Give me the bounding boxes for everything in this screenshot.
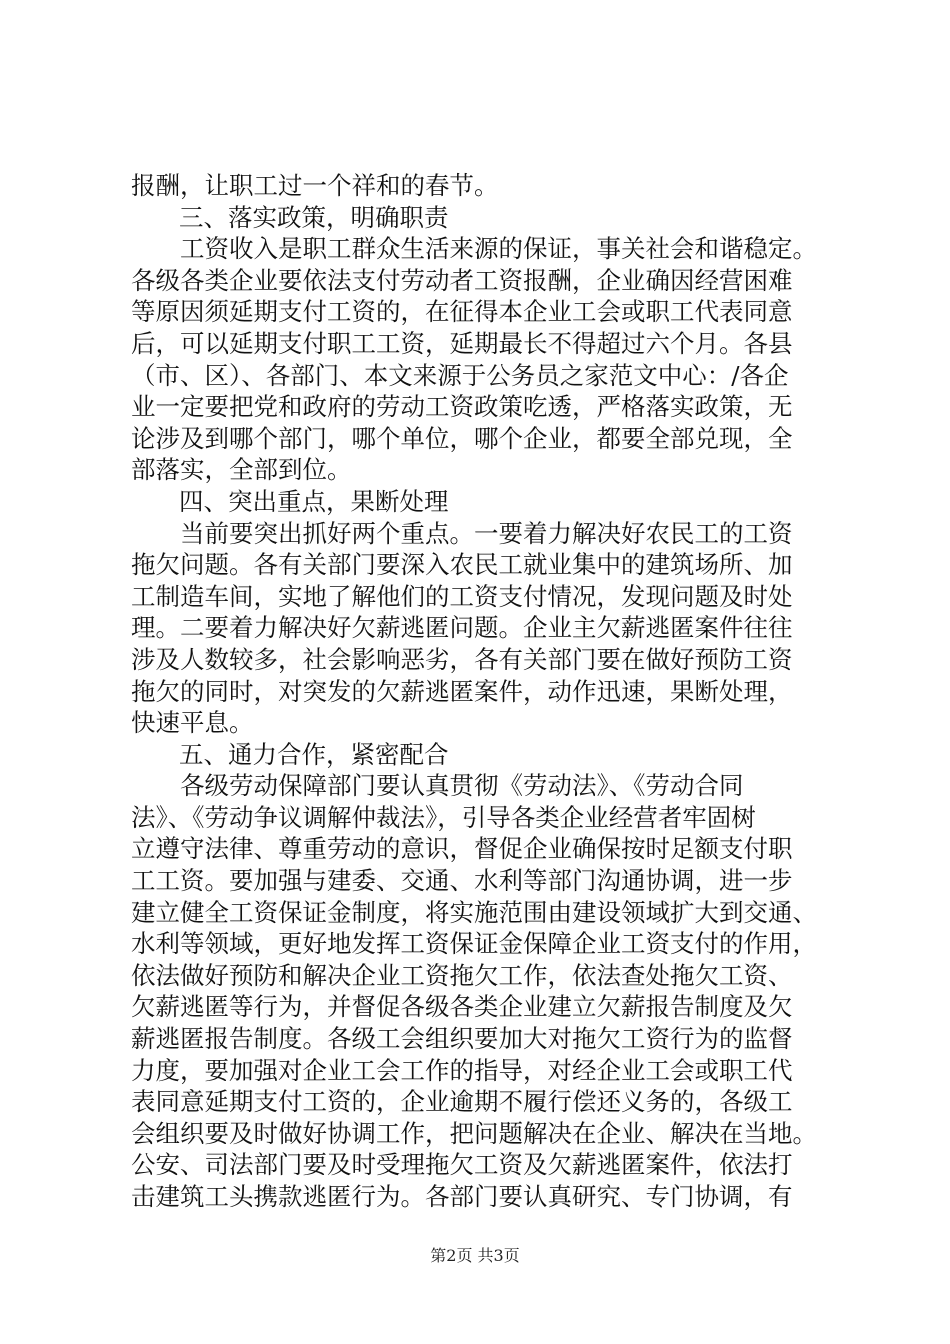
text-line: 部落实，全部到位。 xyxy=(131,455,352,485)
text-line: 业一定要把党和政府的劳动工资政策吃透，严格落实政策，无 xyxy=(131,392,793,422)
text-line: 公安、司法部门要及时受理拖欠工资及欠薪逃匿案件，依法打 xyxy=(131,1150,793,1180)
text-line: 水利等领域，更好地发挥工资保证金保障企业工资支付的作用， xyxy=(131,929,817,959)
text-line: 快速平息。 xyxy=(131,708,254,738)
paragraph-first-line: 各级劳动保障部门要认真贯彻《劳动法》、《劳动合同 xyxy=(180,771,744,801)
text-line: 会组织要及时做好协调工作，把问题解决在企业、解决在当地。 xyxy=(131,1118,817,1148)
text-line: 后，可以延期支付职工工资，延期最长不得超过六个月。各县 xyxy=(131,328,793,358)
document-body xyxy=(131,170,836,1213)
text-line: 欠薪逃匿等行为，并督促各级各类企业建立欠薪报告制度及欠 xyxy=(131,992,793,1022)
text-line: 各级各类企业要依法支付劳动者工资报酬，企业确因经营困难 xyxy=(131,265,793,295)
text-line: 依法做好预防和解决企业工资拖欠工作，依法查处拖欠工资、 xyxy=(131,960,793,990)
paragraph-first-line: 工资收入是职工群众生活来源的保证，事关社会和谐稳定。 xyxy=(180,234,817,264)
text-line: （市、区）、各部门、本文来源于公务员之家范文中心：/各企 xyxy=(131,360,789,390)
text-line: 工制造车间，实地了解他们的工资支付情况，发现问题及时处 xyxy=(131,581,793,611)
section-heading-5: 五、通力合作，紧密配合 xyxy=(179,739,449,769)
paragraph-first-line: 当前要突出抓好两个重点。一要着力解决好农民工的工资 xyxy=(180,518,793,548)
text-line: 薪逃匿报告制度。各级工会组织要加大对拖欠工资行为的监督 xyxy=(131,1024,793,1054)
text-line: 理。二要着力解决好欠薪逃匿问题。企业主欠薪逃匿案件往往 xyxy=(131,613,793,643)
page-number-footer: 第2页 共3页 xyxy=(430,1246,520,1265)
text-line: 建立健全工资保证金制度，将实施范围由建设领域扩大到交通、 xyxy=(131,897,817,927)
section-heading-3: 三、落实政策，明确职责 xyxy=(179,202,449,232)
text-line: 等原因须延期支付工资的，在征得本企业工会或职工代表同意 xyxy=(131,297,793,327)
text-line: 表同意延期支付工资的，企业逾期不履行偿还义务的，各级工 xyxy=(131,1087,793,1117)
text-line: 力度，要加强对企业工会工作的指导，对经企业工会或职工代 xyxy=(131,1055,793,1085)
text-line: 论涉及到哪个部门，哪个单位，哪个企业，都要全部兑现，全 xyxy=(131,423,793,453)
text-line: 立遵守法律、尊重劳动的意识，督促企业确保按时足额支付职 xyxy=(131,834,793,864)
text-line: 法》、《劳动争议调解仲裁法》，引导各类企业经营者牢固树 xyxy=(131,802,756,832)
section-heading-4: 四、突出重点，果断处理 xyxy=(179,486,449,516)
text-line: 报酬，让职工过一个祥和的春节。 xyxy=(131,171,499,200)
text-line: 涉及人数较多，社会影响恶劣，各有关部门要在做好预防工资 xyxy=(131,644,793,674)
text-line: 工工资。要加强与建委、交通、水利等部门沟通协调，进一步 xyxy=(131,866,793,896)
text-line: 拖欠的同时，对突发的欠薪逃匿案件，动作迅速，果断处理， xyxy=(131,676,793,706)
text-line: 拖欠问题。各有关部门要深入农民工就业集中的建筑场所、加 xyxy=(131,550,793,580)
text-line: 击建筑工头携款逃匿行为。各部门要认真研究、专门协调，有 xyxy=(131,1182,793,1211)
